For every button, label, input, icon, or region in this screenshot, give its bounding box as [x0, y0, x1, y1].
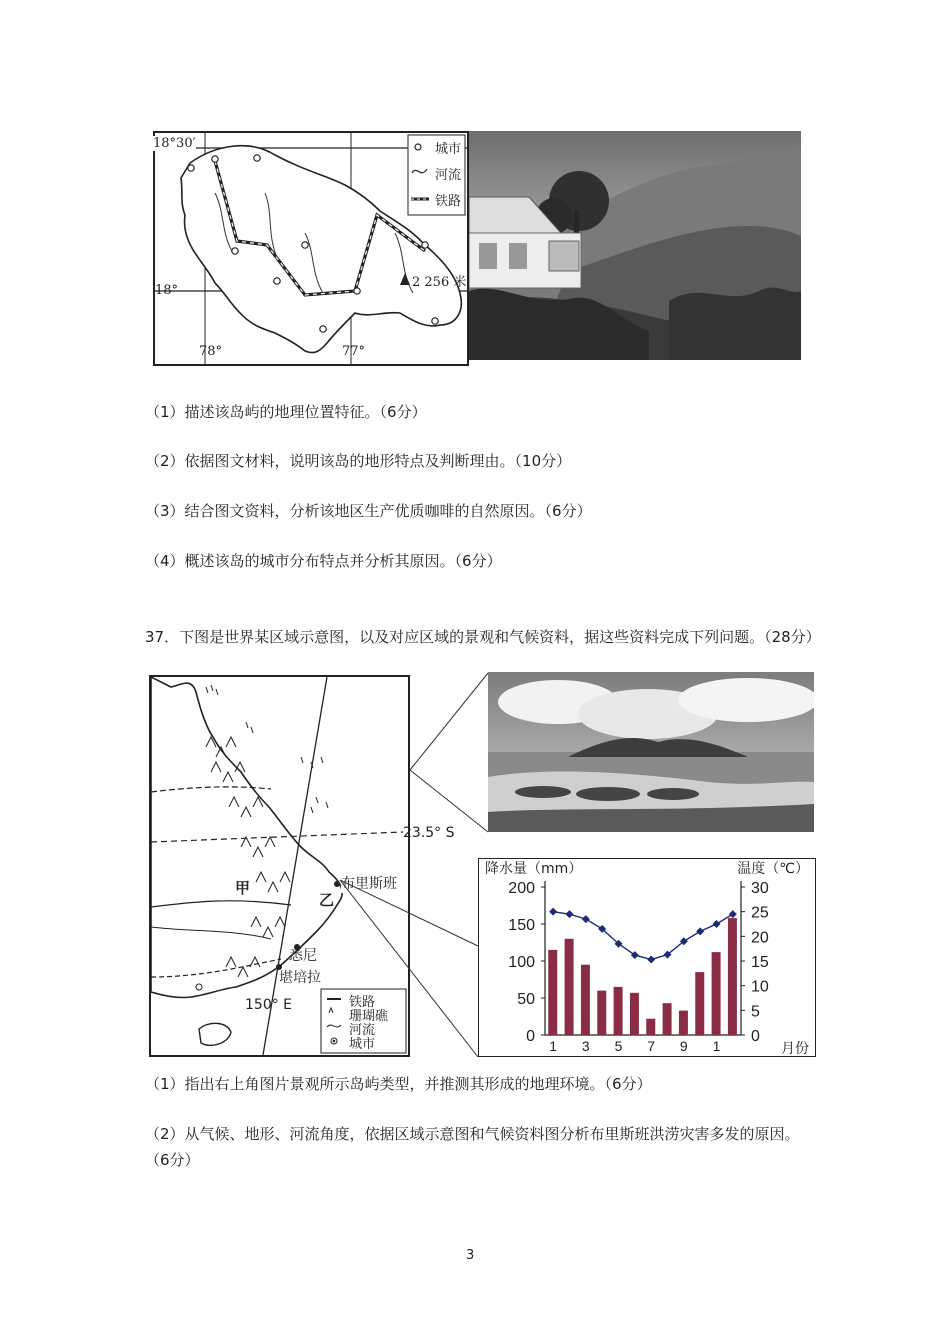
precip-bar [565, 939, 574, 1035]
y2-tick-label: 20 [751, 929, 769, 947]
precip-bar [630, 993, 639, 1035]
y2-tick-label: 10 [751, 978, 769, 996]
y2-tick-label: 15 [751, 954, 769, 971]
y2-tick-label: 0 [751, 1028, 760, 1045]
y2-axis-title: 温度（℃） [737, 861, 809, 877]
question-36-2: （2）依据图文材料，说明该岛的地形特点及判断理由。（10分） [145, 452, 572, 470]
temperature-line [553, 912, 733, 960]
x-tick-label: 9 [679, 1038, 688, 1054]
x-tick-label: 1 [549, 1038, 558, 1054]
legend-river-label: 河流 [435, 168, 462, 183]
question-37-1: （1）指出右上角图片景观所示岛屿类型，并推测其形成的地理环境。（6分） [145, 1075, 652, 1093]
x-tick-label: 7 [647, 1038, 656, 1054]
question-36-3: （3）结合图文资料，分析该地区生产优质咖啡的自然原因。（6分） [145, 502, 592, 520]
temperature-point [631, 951, 639, 959]
precip-bar [646, 1019, 655, 1035]
question-37-intro: 37．下图是世界某区域示意图，以及对应区域的景观和气候资料，据这些资料完成下列问题。（28分） [145, 628, 821, 646]
precip-bar [679, 1011, 688, 1035]
island-aerial-photo [488, 672, 814, 832]
tropic-label: 23.5° S [403, 825, 455, 841]
question-36-1: （1）描述该岛屿的地理位置特征。（6分） [145, 403, 427, 421]
legend-river-label-2: 河流 [349, 1023, 376, 1038]
precip-bar [581, 965, 590, 1035]
x-tick-label: 3 [581, 1038, 590, 1054]
precip-bar [712, 952, 721, 1035]
legend-city-label-2: 城市 [349, 1037, 376, 1052]
legend-railway-label-2: 铁路 [349, 995, 376, 1010]
page-number: 3 [466, 1248, 475, 1263]
y2-tick-label: 5 [751, 1003, 760, 1021]
y-tick-label: 50 [517, 991, 535, 1008]
lat-top-label: 18°30′ [153, 136, 196, 151]
temperature-point [729, 910, 737, 918]
precip-bar [548, 950, 557, 1035]
legend-reef-label: 珊瑚礁 [349, 1009, 389, 1024]
precip-bar [614, 987, 623, 1035]
climate-chart [478, 858, 816, 1057]
lon-right-label: 77° [342, 344, 366, 359]
x-tick-label: 1 [712, 1038, 721, 1054]
y-tick-label: 100 [508, 954, 535, 971]
meridian-label: 150° E [245, 997, 293, 1013]
temperature-point [566, 910, 574, 918]
temperature-point [582, 915, 590, 923]
x-tick-label: 5 [614, 1038, 623, 1054]
yi-label: 乙 [319, 891, 335, 909]
y2-tick-label: 25 [751, 904, 769, 922]
y-tick-label: 200 [508, 880, 535, 897]
y-axis-title: 降水量（mm） [485, 861, 583, 877]
legend-city-label: 城市 [435, 142, 462, 157]
temperature-point [647, 956, 655, 964]
y-tick-label: 0 [526, 1028, 535, 1045]
climate-chart-svg [479, 859, 815, 1056]
lat-bottom-label: 18° [155, 283, 179, 298]
precip-bar [728, 918, 737, 1035]
precip-bar [597, 991, 606, 1035]
precip-bar [695, 972, 704, 1035]
legend-railway-label: 铁路 [435, 194, 462, 209]
jia-label: 甲 [235, 879, 251, 897]
sydney-label: 悉尼 [289, 948, 317, 964]
temperature-point [549, 908, 557, 916]
y2-tick-label: 30 [751, 880, 769, 897]
canberra-label: 堪培拉 [279, 970, 321, 986]
x-axis-title: 月份 [781, 1041, 809, 1056]
elevation-label: 2 256 米 [412, 275, 467, 290]
question-36-4: （4）概述该岛的城市分布特点并分析其原因。（6分） [145, 552, 502, 570]
question-37-2: （2）从气候、地形、河流角度，依据区域示意图和气候资料图分析布里斯班洪涝灾害多发的原因。（6分） [145, 1125, 800, 1169]
precip-bar [663, 1003, 672, 1035]
lon-left-label: 78° [199, 344, 223, 359]
temperature-point [713, 920, 721, 928]
y-tick-label: 150 [508, 917, 535, 934]
temperature-point [696, 927, 704, 935]
brisbane-label: 布里斯班 [341, 873, 397, 893]
